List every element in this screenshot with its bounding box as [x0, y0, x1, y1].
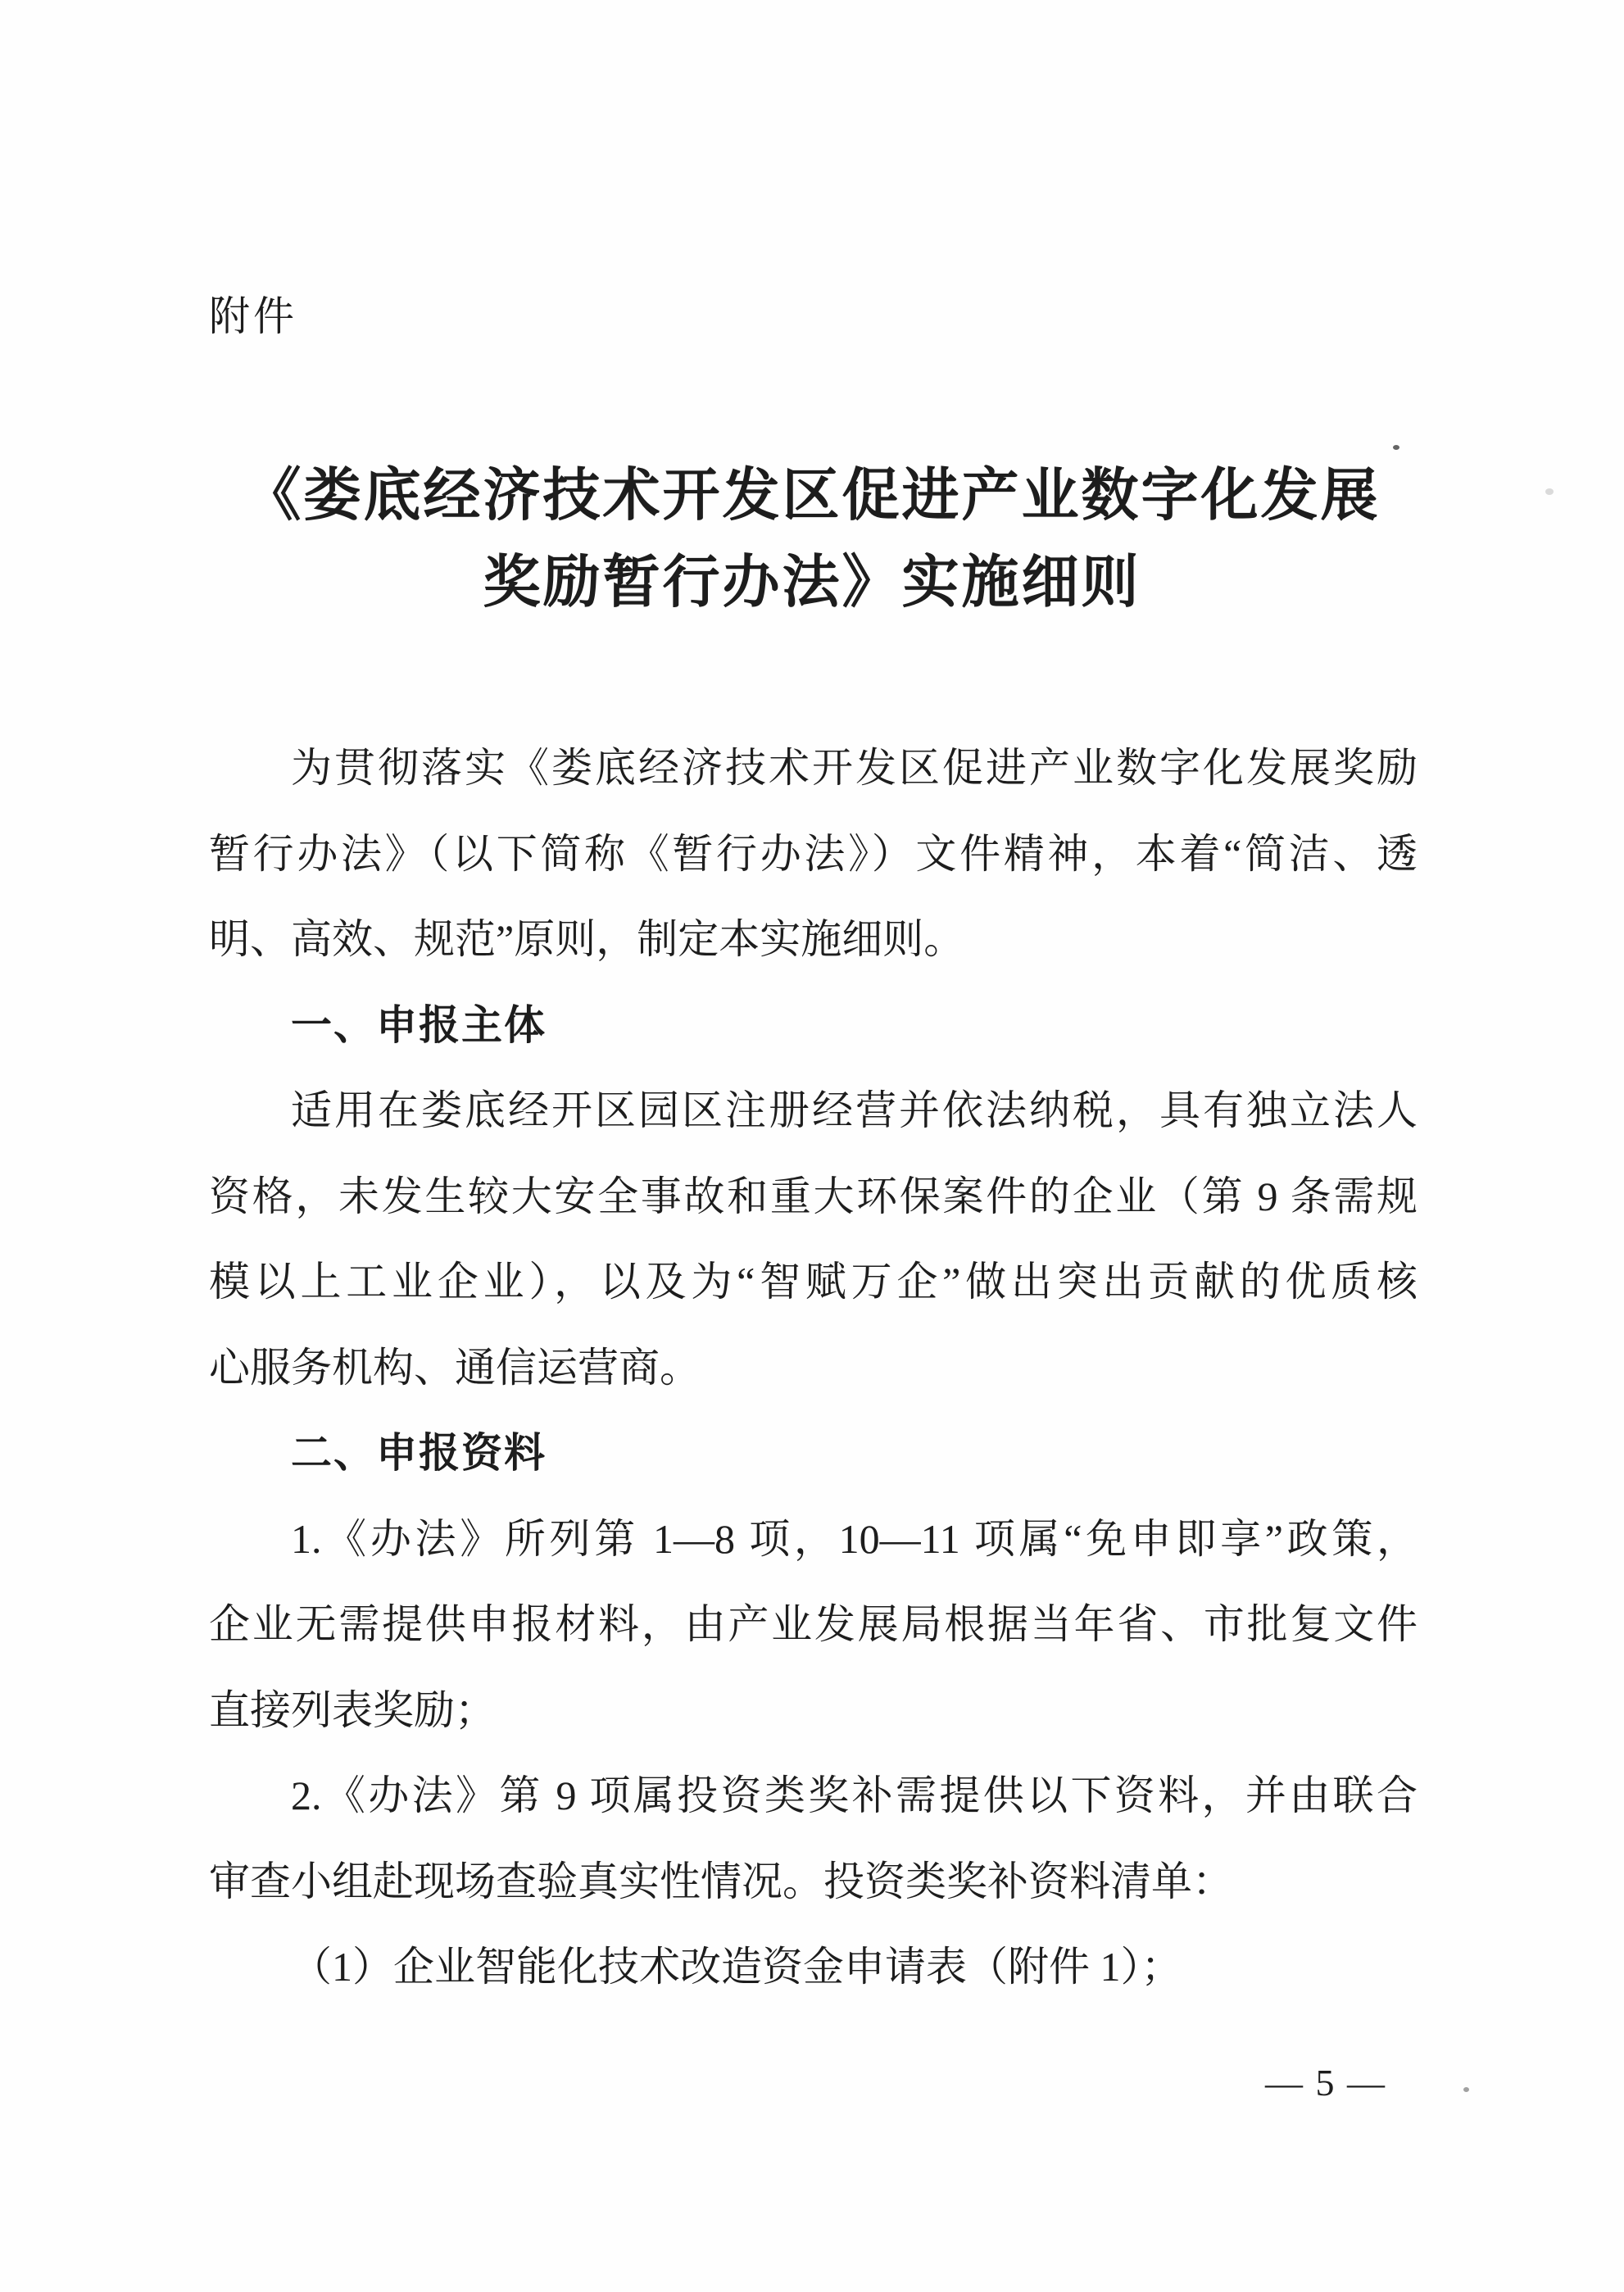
body-line: 1.《办法》所列第 1—8 项，10—11 项属“免申即享”政策， — [291, 1515, 1418, 1562]
section-heading-2: 二、申报资料 — [291, 1430, 547, 1476]
body-line: 适用在娄底经开区园区注册经营并依法纳税，具有独立法人 — [291, 1087, 1418, 1133]
body-line: 模以上工业企业），以及为“智赋万企”做出突出贡献的优质核 — [209, 1259, 1418, 1305]
body-line: 企业无需提供申报材料，由产业发展局根据当年省、市批复文件 — [209, 1601, 1418, 1647]
document-body — [209, 725, 1418, 2010]
scan-speck — [1393, 445, 1399, 450]
document-title — [0, 453, 1624, 627]
body-line: 直接列表奖励； — [209, 1686, 496, 1733]
body-line: 明、高效、规范”原则，制定本实施细则。 — [209, 916, 965, 962]
document-title-line-2: 奖励暂行办法》实施细则 — [483, 551, 1141, 615]
body-line: 2.《办法》第 9 项属投资类奖补需提供以下资料，并由联合 — [291, 1772, 1418, 1818]
scan-speck — [1545, 488, 1554, 495]
scan-speck — [1463, 2087, 1469, 2092]
body-line: 资格，未发生较大安全事故和重大环保案件的企业（第 9 条需规 — [209, 1173, 1418, 1219]
body-line: 暂行办法》（以下简称《暂行办法》）文件精神，本着“简洁、透 — [209, 830, 1418, 877]
document-title-line-1: 《娄底经济技术开发区促进产业数字化发展 — [243, 465, 1381, 528]
section-heading-1: 一、申报主体 — [291, 1001, 547, 1048]
body-line: 审查小组赴现场查验真实性情况。投资类奖补资料清单： — [209, 1858, 1233, 1904]
body-line: 为贯彻落实《娄底经济技术开发区促进产业数字化发展奖励 — [291, 745, 1418, 791]
attachment-label: 附件 — [209, 293, 297, 339]
body-line: （1）企业智能化技术改造资金申请表（附件 1）； — [291, 1944, 1182, 1990]
body-line: 心服务机构、通信运营商。 — [209, 1344, 701, 1391]
page-number: — 5 — — [1265, 2062, 1386, 2104]
